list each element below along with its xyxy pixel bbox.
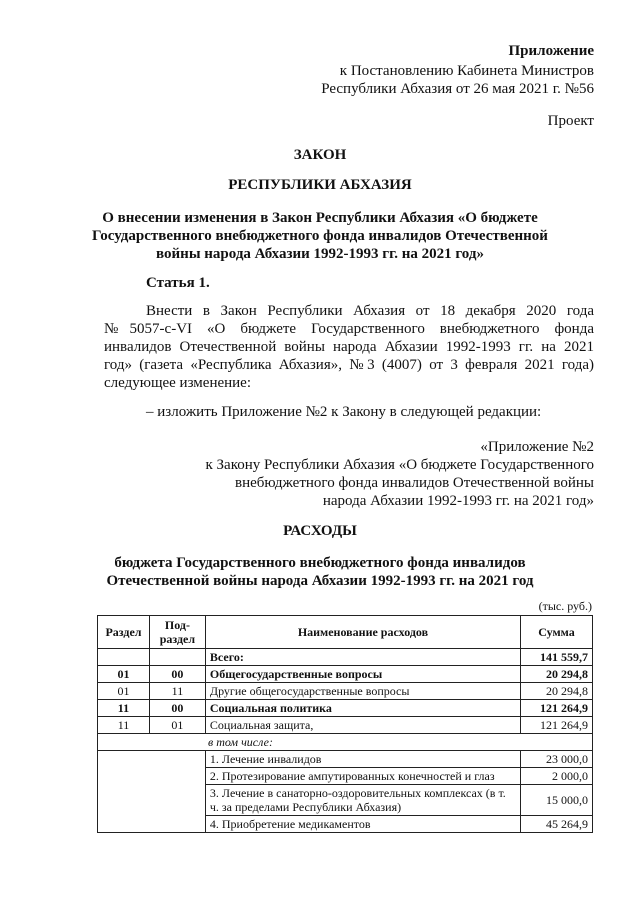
table-header-row: [98, 616, 593, 649]
row-subsection: 00: [149, 700, 205, 717]
row-subsection: 11: [149, 683, 205, 700]
row-amount: 121 264,9: [521, 717, 593, 734]
including-row: [98, 734, 593, 751]
expenses-title: РАСХОДЫ: [283, 523, 357, 539]
row-section: 01: [98, 683, 150, 700]
table-row: [98, 700, 593, 717]
row-subsection: 00: [149, 666, 205, 683]
body-line-4: год» (газета «Республика Абхазия», №3 (4007) от 3 февраля 2021 года): [104, 357, 594, 373]
sub-item-amount: 45 264,9: [521, 816, 593, 833]
law-heading-line-3: войны народа Абхазии 1992-1993 гг. на 2021 год»: [156, 246, 484, 262]
body-line-2: №5057-с-VI «О бюджете Государственного внебюджетного фонда: [104, 321, 594, 337]
row-amount: 20 294,8: [521, 683, 593, 700]
table-row: [98, 683, 593, 700]
amend-line: – изложить Приложение №2 к Закону в следующей редакции:: [146, 404, 542, 420]
sub-item-amount: 2 000,0: [521, 768, 593, 785]
draft-label: Проект: [547, 113, 594, 129]
row-name: Другие общегосударственные вопросы: [205, 683, 520, 700]
expenses-subtitle-line-2: Отечественной войны народа Абхазии 1992-1993 гг. на 2021 год: [106, 573, 534, 589]
total-row: [98, 649, 593, 666]
col-header-name: Наименование расходов: [205, 616, 520, 649]
row-amount: 121 264,9: [521, 700, 593, 717]
row-section: 01: [98, 666, 150, 683]
row-section: 11: [98, 700, 150, 717]
sub-item-amount: 15 000,0: [521, 785, 593, 816]
body-line-3: инвалидов Отечественной войны народа Абхазии 1992-1993 гг. на 2021: [104, 339, 594, 355]
law-heading-line-2: Государственного внебюджетного фонда инвалидов Отечественной: [92, 228, 548, 244]
including-label: в том числе:: [98, 734, 593, 751]
row-name: Социальная политика: [205, 700, 520, 717]
total-label: Всего:: [205, 649, 520, 666]
appendix2-line-2: к Закону Республики Абхазия «О бюджете Государственного: [205, 457, 594, 473]
row-name: Общегосударственные вопросы: [205, 666, 520, 683]
appendix-label: Приложение: [508, 43, 594, 59]
row-amount: 20 294,8: [521, 666, 593, 683]
expenses-subtitle-line-1: бюджета Государственного внебюджетного фонда инвалидов: [114, 555, 526, 571]
law-heading-line-1: О внесении изменения в Закон Республики Абхазия «О бюджете: [102, 210, 538, 226]
expenses-table: [97, 615, 593, 833]
article-heading: Статья 1.: [146, 275, 210, 291]
law-body: [104, 302, 594, 392]
units-label: (тыс. руб.): [538, 599, 592, 613]
body-line-5: следующее изменение:: [104, 375, 252, 391]
appendix-ref-line-1: к Постановлению Кабинета Министров: [339, 63, 594, 79]
row-subsection: 01: [149, 717, 205, 734]
col-header-amount: Сумма: [521, 616, 593, 649]
col-header-subsection: Под-раздел: [149, 616, 205, 649]
table-row: [98, 666, 593, 683]
total-value: 141 559,7: [521, 649, 593, 666]
law-subtitle: РЕСПУБЛИКИ АБХАЗИЯ: [228, 177, 412, 193]
sub-item-row: [98, 751, 593, 768]
table-row: [98, 717, 593, 734]
sub-item-amount: 23 000,0: [521, 751, 593, 768]
col-header-section: Раздел: [98, 616, 150, 649]
appendix2-line-1: «Приложение №2: [480, 439, 594, 455]
sub-item-name: 1. Лечение инвалидов: [205, 751, 520, 768]
law-title: ЗАКОН: [293, 147, 347, 163]
appendix2-line-4: народа Абхазии 1992-1993 гг. на 2021 год»: [322, 493, 594, 509]
row-section: 11: [98, 717, 150, 734]
sub-item-name: 3. Лечение в санаторно-оздоровительных комплексах (в т. ч. за пределами Республики Абхазия): [205, 785, 520, 816]
row-name: Социальная защита,: [205, 717, 520, 734]
appendix-ref-line-2: Республики Абхазия от 26 мая 2021 г. №56: [321, 81, 594, 97]
appendix2-line-3: внебюджетного фонда инвалидов Отечественной войны: [235, 475, 594, 491]
body-line-1: Внести в Закон Республики Абхазия от 18 декабря 2020 года: [146, 303, 594, 319]
sub-item-name: 2. Протезирование ампутированных конечностей и глаз: [205, 768, 520, 785]
sub-item-name: 4. Приобретение медикаментов: [205, 816, 520, 833]
